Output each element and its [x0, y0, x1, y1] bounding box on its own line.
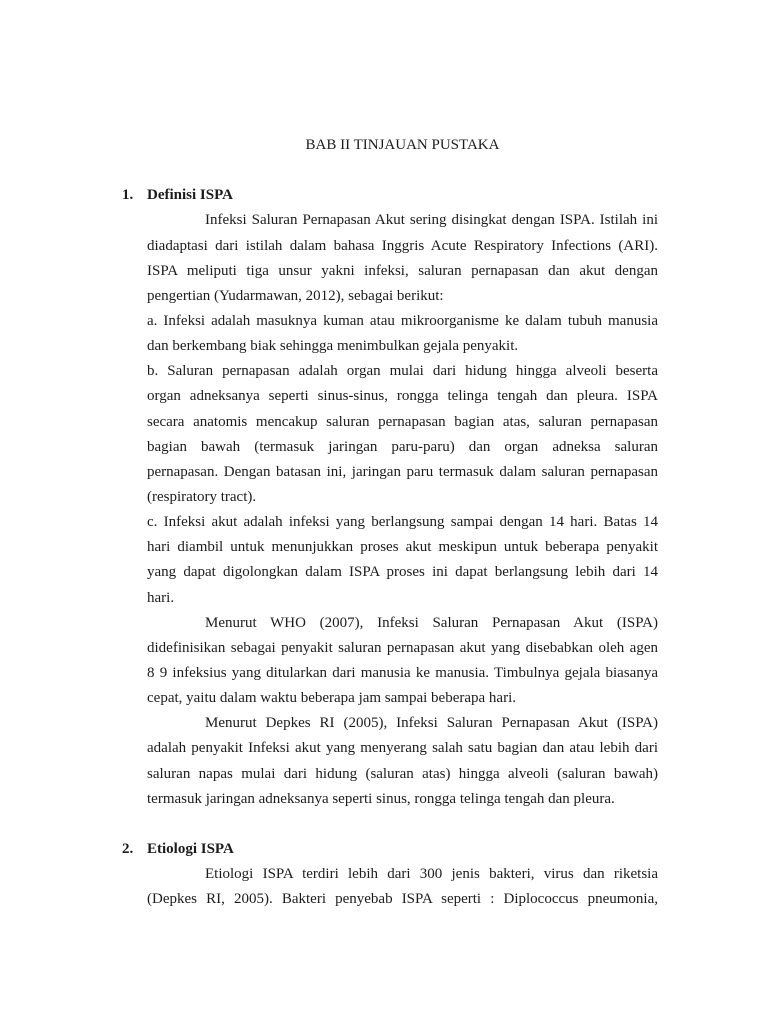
paragraph-ispa-definition [147, 208, 658, 309]
text-line: didefinisikan sebagai penyakit saluran pernapasan akut yang disebabkan oleh agen [147, 639, 658, 656]
text-line: Infeksi Saluran Pernapasan Akut sering disingkat dengan ISPA. Istilah ini [205, 212, 658, 229]
text-line: ISPA meliputi tiga unsur yakni infeksi, saluran pernapasan dan akut dengan [147, 262, 658, 279]
section-title: Definisi ISPA [147, 187, 233, 204]
paragraph-depkes-definition [147, 711, 658, 812]
text-line: yang dapat digolongkan dalam ISPA proses ini dapat berlangsung lebih dari 14 [147, 564, 658, 581]
text-line: 8 9 infeksius yang ditularkan dari manusia ke manusia. Timbulnya gejala biasanya [147, 664, 658, 681]
text-line: organ adneksanya seperti sinus-sinus, rongga telinga tengah dan pleura. ISPA [147, 388, 658, 405]
chapter-title: BAB II TINJAUAN PUSTAKA [305, 137, 500, 153]
text-line: hari diambil untuk menunjukkan proses akut meskipun untuk beberapa penyakit [147, 539, 658, 556]
text-line: termasuk jaringan adneksanya seperti sinus, rongga telinga tengah dan pleura. [147, 790, 615, 807]
text-line: (Depkes RI, 2005). Bakteri penyebab ISPA seperti : Diplococcus pneumonia, [147, 891, 658, 908]
section-title: Etiologi ISPA [147, 840, 234, 857]
text-line: secara anatomis mencakup saluran pernapasan bagian atas, saluran pernapasan [147, 413, 658, 430]
blank-line [147, 812, 658, 837]
blank-line [147, 158, 658, 183]
text-line: c. Infeksi akut adalah infeksi yang berlangsung sampai dengan 14 hari. Batas 14 [147, 514, 658, 531]
text-line: pernapasan. Dengan batasan ini, jaringan paru termasuk dalam saluran pernapasan [147, 463, 658, 480]
list-item-b [147, 359, 658, 510]
paragraph-etiology [147, 862, 658, 912]
text-line: cepat, yaitu dalam waktu beberapa jam sampai beberapa hari. [147, 690, 516, 707]
text-line: Menurut WHO (2007), Infeksi Saluran Pernapasan Akut (ISPA) [205, 614, 658, 631]
text-line: saluran napas mulai dari hidung (saluran atas) hingga alveoli (saluran bawah) [147, 765, 658, 782]
text-line: dan berkembang biak sehingga menimbulkan gejala penyakit. [147, 338, 519, 355]
list-item-a [147, 309, 658, 359]
text-line: (respiratory tract). [147, 488, 257, 505]
section-number: 1. [122, 187, 134, 204]
section-heading-definisi [122, 183, 658, 208]
text-line: diadaptasi dari istilah dalam bahasa Inggris Acute Respiratory Infections (ARI). [147, 237, 658, 254]
section-heading-etiologi [122, 837, 658, 862]
text-line: Etiologi ISPA terdiri lebih dari 300 jenis bakteri, virus dan riketsia [205, 866, 658, 883]
text-line: Menurut Depkes RI (2005), Infeksi Saluran Pernapasan Akut (ISPA) [205, 715, 658, 732]
text-line: b. Saluran pernapasan adalah organ mulai dari hidung hingga alveoli beserta [147, 363, 658, 380]
paragraph-who-definition [147, 611, 658, 712]
text-line: a. Infeksi adalah masuknya kuman atau mikroorganisme ke dalam tubuh manusia [147, 312, 658, 329]
list-item-c [147, 510, 658, 611]
text-line: adalah penyakit Infeksi akut yang menyerang salah satu bagian dan atau lebih dari [147, 740, 658, 757]
text-line: bagian bawah (termasuk jaringan paru-paru) dan organ adneksa saluran [147, 438, 658, 455]
section-number: 2. [122, 840, 134, 857]
text-line: hari. [147, 589, 175, 606]
text-line: pengertian (Yudarmawan, 2012), sebagai berikut: [147, 287, 444, 304]
document-body [122, 133, 658, 912]
